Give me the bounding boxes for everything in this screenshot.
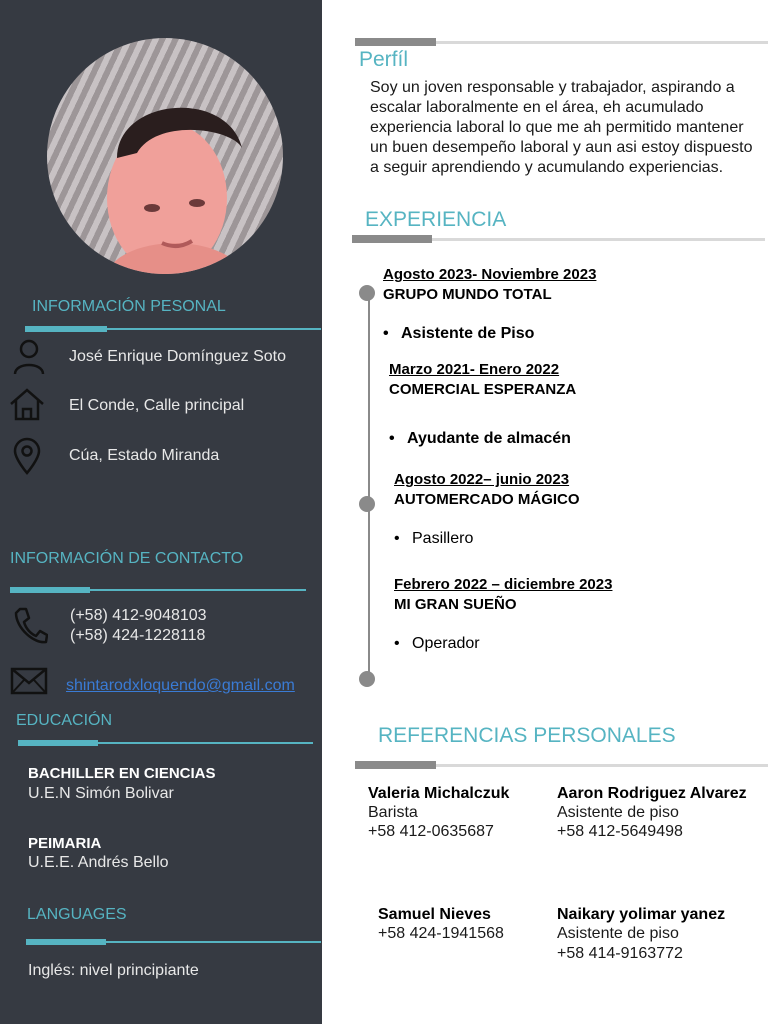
experience-role-4: Operador (412, 635, 480, 652)
location-pin-icon (12, 437, 42, 475)
reference-phone-2: +58 412-5649498 (557, 823, 683, 840)
home-icon (8, 386, 46, 422)
reference-role-2: Asistente de piso (557, 804, 679, 821)
experience-date-1: Agosto 2023- Noviembre 2023 (383, 266, 597, 283)
phone-1: (+58) 412-9048103 (70, 607, 207, 624)
education-school-1: U.E.N Simón Bolivar (28, 785, 174, 802)
reference-name-3: Samuel Nieves (378, 906, 491, 923)
reference-name-2: Aaron Rodriguez Alvarez (557, 785, 747, 802)
email-link[interactable] (66, 676, 295, 696)
education-school-2: U.E.E. Andrés Bello (28, 854, 169, 871)
contact-heading: INFORMACIÓN DE CONTACTO (10, 550, 244, 567)
experience-bullet: • (389, 430, 395, 447)
phone-2: (+58) 424-1228118 (70, 627, 206, 644)
experience-company-3: AUTOMERCADO MÁGICO (394, 491, 580, 508)
address: El Conde, Calle principal (69, 397, 245, 414)
personal-info-divider (25, 328, 321, 330)
reference-role-4: Asistente de piso (557, 925, 679, 942)
profile-photo (47, 38, 283, 274)
experience-role-1: Asistente de Piso (401, 325, 535, 342)
phone-icon (12, 606, 48, 646)
experience-divider (352, 238, 765, 241)
experience-bullet: • (383, 325, 389, 342)
profile-divider (355, 41, 768, 44)
experience-company-2: COMERCIAL ESPERANZA (389, 381, 577, 398)
personal-info-heading: INFORMACIÓN PESONAL (32, 298, 226, 315)
mail-icon (10, 666, 48, 696)
contact-divider (10, 589, 306, 591)
profile-text: Soy un joven responsable y trabajador, aspirando a escalar laboralmente en el área, eh acumulado experiencia laboral lo que me ah permitido mantener un buen desempeño laboral y aun asi estoy dispuesto a seguir aprendiendo y acumulando experiencias. (370, 79, 753, 176)
experience-date-2: Marzo 2021- Enero 2022 (389, 361, 560, 378)
timeline-dot (359, 285, 375, 301)
references-divider (355, 764, 768, 767)
experience-heading: EXPERIENCIA (365, 208, 507, 231)
experience-date-4: Febrero 2022 – diciembre 2023 (394, 576, 613, 593)
reference-phone-1: +58 412-0635687 (368, 823, 494, 840)
education-divider (18, 742, 313, 744)
experience-bullet: • (394, 530, 400, 547)
full-name: José Enrique Domínguez Soto (69, 348, 287, 365)
education-title-1: BACHILLER EN CIENCIAS (28, 765, 216, 782)
location: Cúa, Estado Miranda (69, 447, 220, 464)
languages-heading: LANGUAGES (27, 906, 127, 923)
education-title-2: PEIMARIA (28, 835, 102, 852)
timeline-dot (359, 496, 375, 512)
timeline-dot (359, 671, 375, 687)
experience-company-4: MI GRAN SUEÑO (394, 596, 517, 613)
profile-heading: Perfíl (359, 48, 409, 71)
experience-role-2: Ayudante de almacén (407, 430, 571, 447)
experience-date-3: Agosto 2022– junio 2023 (394, 471, 570, 488)
reference-name-4: Naikary yolimar yanez (557, 906, 726, 923)
references-heading: REFERENCIAS PERSONALES (378, 724, 676, 747)
sidebar (0, 0, 322, 1024)
languages-divider (26, 941, 321, 943)
reference-phone-4: +58 414-9163772 (557, 945, 683, 962)
email-address[interactable]: shintarodxloquendo@gmail.com (66, 677, 295, 694)
person-icon (12, 338, 46, 376)
education-heading: EDUCACIÓN (16, 712, 113, 729)
reference-role-1: Barista (368, 804, 418, 821)
reference-name-1: Valeria Michalczuk (368, 785, 510, 802)
experience-role-3: Pasillero (412, 530, 474, 547)
reference-phone-3: +58 424-1941568 (378, 925, 504, 942)
experience-bullet: • (394, 635, 400, 652)
language-item: Inglés: nivel principiante (28, 962, 199, 979)
timeline-line (368, 293, 370, 679)
experience-company-1: GRUPO MUNDO TOTAL (383, 286, 552, 303)
